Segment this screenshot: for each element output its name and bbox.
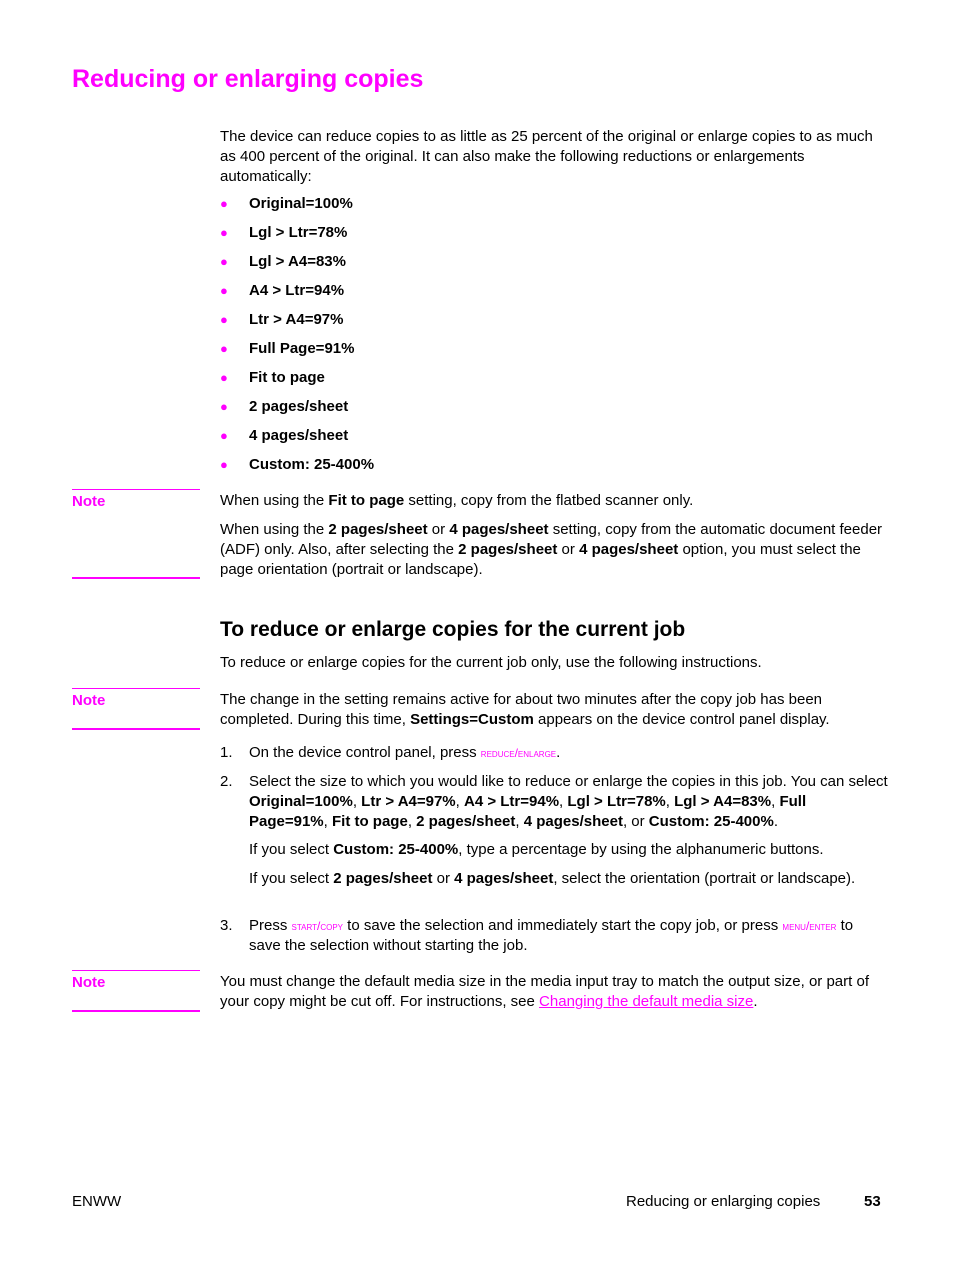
- page-number: 53: [864, 1193, 881, 1210]
- note-divider: [72, 577, 200, 579]
- bullet-icon: ●: [220, 428, 228, 443]
- list-item: ● A4 > Ltr=94%: [220, 282, 345, 299]
- default-media-size-link[interactable]: Changing the default media size: [539, 993, 754, 1010]
- note-text: When using the 2 pages/sheet or 4 pages/sheet setting, copy from the automatic document feeder (ADF) only. Also, after selecting the 2 pages/sheet or 4 pages/sheet option, you must select the page orientation (portrait or landscape).: [220, 521, 883, 578]
- list-item: ● Lgl > A4=83%: [220, 253, 346, 270]
- note-text: The change in the setting remains active for about two minutes after the copy job has been completed. During this time, Settings=Custom appears on the device control panel display.: [220, 691, 830, 728]
- list-item: ● 2 pages/sheet: [220, 398, 349, 415]
- list-item: ● Custom: 25-400%: [220, 456, 375, 473]
- list-item: ● Full Page=91%: [220, 340, 355, 357]
- bullet-icon: ●: [220, 196, 228, 211]
- bullet-icon: ●: [220, 370, 228, 385]
- bullet-icon: ●: [220, 225, 228, 240]
- note-divider: [72, 728, 200, 730]
- list-item: ● Original=100%: [220, 195, 353, 212]
- footer-label: ENWW: [72, 1193, 122, 1210]
- bullet-icon: ●: [220, 399, 228, 414]
- note-divider: [72, 1010, 200, 1012]
- reduce-enlarge-key: reduce/enlarge: [480, 746, 557, 760]
- section-intro: To reduce or enlarge copies for the current job only, use the following instructions.: [220, 654, 762, 671]
- note-label: Note: [72, 489, 200, 512]
- note-text: When using the Fit to page setting, copy from the flatbed scanner only.: [220, 492, 694, 509]
- note-label: Note: [72, 970, 200, 993]
- start-copy-key: start/copy: [291, 919, 344, 933]
- bullet-icon: ●: [220, 254, 228, 269]
- preset-list: [220, 194, 374, 484]
- note-text: You must change the default media size in the media input tray to match the output size, or part of your copy might be cut off. For instructions, see Changing the default media size.: [220, 973, 869, 1010]
- bullet-icon: ●: [220, 283, 228, 298]
- note-label: Note: [72, 688, 200, 711]
- list-item: ● Lgl > Ltr=78%: [220, 224, 348, 241]
- menu-enter-key: menu/enter: [782, 919, 837, 933]
- bullet-icon: ●: [220, 457, 228, 472]
- section-heading: To reduce or enlarge copies for the current job: [220, 618, 686, 641]
- list-item: ● Fit to page: [220, 369, 325, 386]
- bullet-icon: ●: [220, 312, 228, 327]
- list-item: ● Ltr > A4=97%: [220, 311, 344, 328]
- list-item: ● 4 pages/sheet: [220, 427, 349, 444]
- footer-chapter-title: Reducing or enlarging copies: [626, 1193, 821, 1210]
- intro-paragraph: The device can reduce copies to as little as 25 percent of the original or enlarge copies to as much as 400 percent of the original. It can also make the following reductions or enlargements automatically:: [220, 128, 873, 185]
- bullet-icon: ●: [220, 341, 228, 356]
- page-title: Reducing or enlarging copies: [72, 65, 424, 93]
